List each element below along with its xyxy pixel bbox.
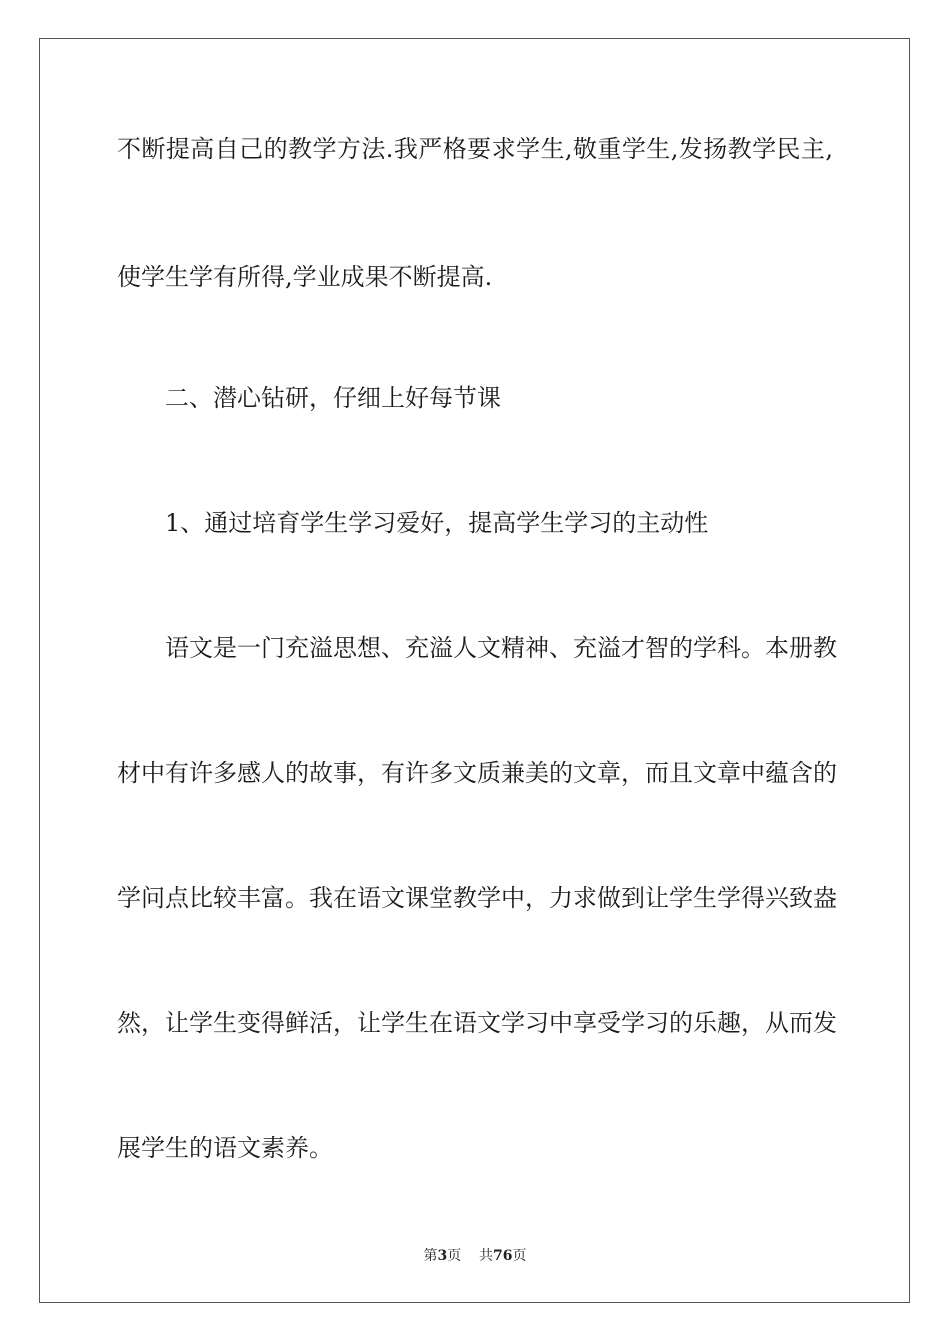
- body-text-line-2: 使学生学有所得,学业成果不断提高.: [117, 263, 493, 291]
- body-text-line-1: 不断提高自己的教学方法.我严格要求学生,敬重学生,发扬教学民主,: [117, 135, 833, 163]
- page-prefix: 第: [423, 1248, 438, 1264]
- body-text-line-6: 然，让学生变得鲜活，让学生在语文学习中享受学习的乐趣，从而发: [117, 1009, 837, 1037]
- body-text-line-4: 材中有许多感人的故事，有许多文质兼美的文章，而且文章中蕴含的: [117, 759, 837, 787]
- body-text-line-7: 展学生的语文素养。: [117, 1134, 333, 1162]
- page-footer: [0, 1247, 950, 1265]
- page-suffix: 页: [447, 1248, 462, 1264]
- subsection-heading: 1、通过培育学生学习爱好，提高学生学习的主动性: [165, 509, 709, 537]
- total-suffix: 页: [512, 1248, 527, 1264]
- total-prefix: 共: [479, 1248, 494, 1264]
- body-text-line-3: 语文是一门充溢思想、充溢人文精神、充溢才智的学科。本册教: [165, 634, 837, 662]
- body-text-line-5: 学问点比较丰富。我在语文课堂教学中，力求做到让学生学得兴致盎: [117, 884, 837, 912]
- section-heading: 二、潜心钻研，仔细上好每节课: [165, 384, 501, 412]
- total-pages: 76: [493, 1248, 513, 1264]
- page-border: [39, 38, 910, 1303]
- page-number: 3: [437, 1248, 448, 1264]
